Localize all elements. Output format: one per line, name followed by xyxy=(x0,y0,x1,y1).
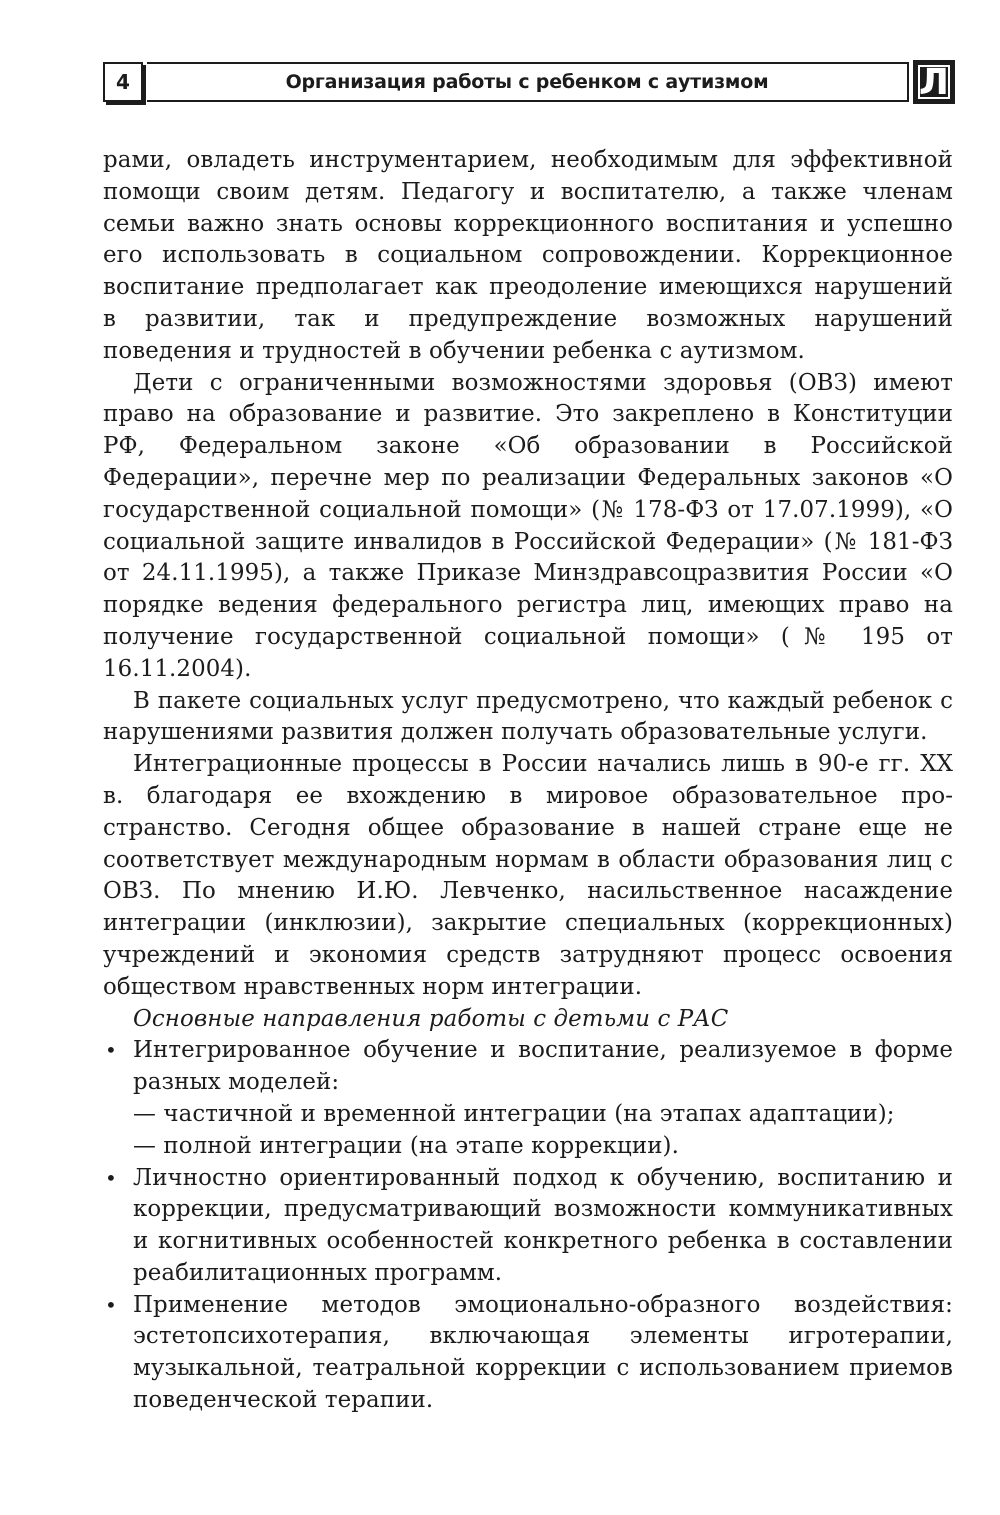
list-item-text: Личностно ориентированный подход к обучению, воспитанию и коррекции, предусматривающий возможности коммуникативных и когнитивных особенностей конкретного ребенка в составлении реабилитационных программ. xyxy=(133,1164,953,1286)
page-number: 4 xyxy=(103,62,143,102)
bullet-icon: • xyxy=(105,1292,117,1317)
list-item xyxy=(103,1163,953,1290)
sub-item: — частичной и временной интеграции (на этапах адаптации); xyxy=(133,1100,895,1127)
sub-item: — полной интеграции (на этапе коррекции). xyxy=(133,1132,679,1159)
paragraph-legal-rights: Дети с ограниченными возможностями здоровья (ОВЗ) имеют право на образование и развитие. Это закреплено в Конституции РФ, Федеральном законе «Об образовании в Российской Федерации», перечне мер по реализации Федеральных законов «О государственной социальной помощи» (№ 178-ФЗ от 17.07.1999), «О социальной защите инвалидов в Российской Федерации» (№ 181-ФЗ от 24.11.1995), а также Приказе Минздравсоцразвития России «О порядке ведения федерального регистра лиц, имеющих право на получение государственной социальной помощи» (№ 195 от 16.11.2004). xyxy=(103,369,953,682)
directions-list xyxy=(103,1035,953,1417)
bullet-icon: • xyxy=(105,1038,117,1063)
paragraph-social-services: В пакете социальных услуг предусмотрено, что каждый ребенок с нарушениями развития должен получать образовательные услуги. xyxy=(103,687,953,746)
section-heading: Основные направления работы с детьми с РАС xyxy=(133,1005,729,1032)
paragraph-integration: Интеграционные процессы в России начались лишь в 90-е гг. XX в. благодаря ее вхождению в мировое образовательное пространство. Сегодня общее образование в нашей стране еще не соответствует международным нормам в области образования лиц с ОВЗ. По мнению И.Ю. Левченко, насильственное насаждение интеграции (инклюзии), закрытие специальных (коррекционных) учреждений и экономия средств затрудняют процесс освоения обществом нравственных норм интеграции. xyxy=(103,751,953,1000)
paragraph-continuation: рами, овладеть инструментарием, необходимым для эффективной помощи своим детям. Педагогу и воспитателю, а также членам семьи важно знать основы коррекционного воспитания и успешно его использовать в социальном сопровождении. Коррекционное воспитание предполагает как преодоление имеющихся нарушений в развитии, так и предупреждение возможных нарушений поведения и трудностей в обучении ребенка с аутизмом. xyxy=(103,147,953,364)
page-body xyxy=(103,145,953,1417)
list-item-text: Применение методов эмоционально-образного воздействия: эстетопсихотерапия, включающая элементы игротерапии, музыкальной, театральной коррекции с использованием приемов поведенческой терапии. xyxy=(133,1291,953,1414)
list-item xyxy=(103,1290,953,1417)
page-header xyxy=(103,58,955,110)
list-item-text: Интегрированное обучение и воспитание, реализуемое в форме разных моделей: xyxy=(133,1037,953,1096)
list-item xyxy=(103,1035,953,1162)
bullet-icon: • xyxy=(105,1165,117,1190)
running-title: Организация работы с ребенком с аутизмом xyxy=(147,62,909,102)
publisher-logo-icon: Л xyxy=(913,60,955,104)
